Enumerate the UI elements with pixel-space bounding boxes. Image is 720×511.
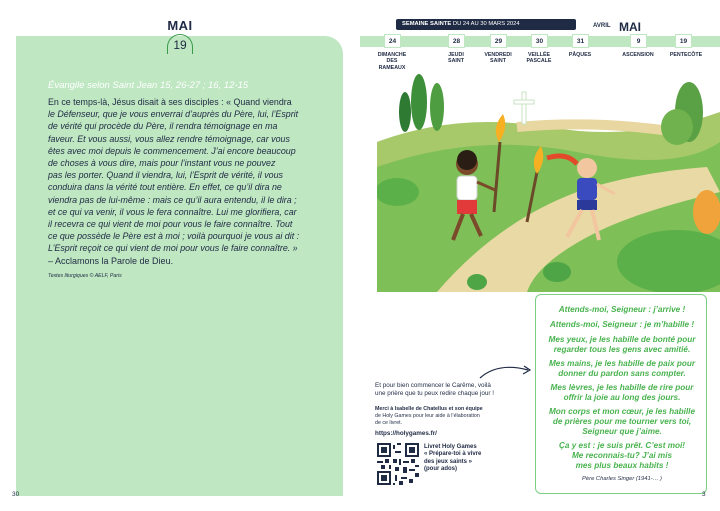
date-label-veillee: VEILLÉE PASCALE [526, 52, 552, 65]
prayer-line: offrir la joie au long des jours. [563, 393, 681, 402]
gospel-line: En ce temps-là, Jésus disait à ses disciples : « Quand viendra [48, 97, 292, 107]
prayer-line: Mes yeux, je les habille de bonté pour [548, 335, 696, 344]
date-box: 24 [384, 34, 401, 48]
gospel-text [48, 96, 320, 255]
prayer-box [535, 294, 707, 494]
month-name: MAI [167, 18, 193, 33]
mai-label: MAI [619, 20, 641, 34]
gospel-line: conduira dans la vérité tout entière. En effet, ce qu’il dira ne [48, 182, 282, 193]
gospel-line: de vérité qui procède du Père, il rendra témoignage en ma [48, 121, 278, 132]
gospel-line: faveur. Et vous aussi, vous allez rendre témoignage, car vous [48, 133, 290, 144]
date-label-ascension: ASCENSION [622, 52, 654, 58]
thanks-text: Merci à Isabelle de Chatellus et son équipe de Holy Games pour leur aide à l’élaboration de ce livret. [375, 406, 483, 426]
gospel-line: ce que possède le Père est à moi ; voilà pourquoi je vous ai dit : [48, 231, 300, 242]
banner-bold: SEMAINE SAINTE [402, 21, 452, 27]
careme-intro: Et pour bien commencer le Carême, voilà une prière que tu peux redire chaque jour ! [375, 382, 495, 397]
prayer-line: Attends-moi, Seigneur : je m’habille ! [549, 320, 695, 329]
prayer-line: de prières pour me tourner vers toi, [552, 417, 692, 426]
children-torch-illustration [377, 72, 720, 292]
gospel-reference: Évangile selon Saint Jean 15, 26-27 ; 16, 12-15 [48, 80, 249, 91]
prayer-line: regarder tous les gens avec amitié. [553, 345, 691, 354]
arrow-icon [478, 360, 534, 382]
gospel-line: viendra pas de lui-même : mais ce qu’il aura entendu, il le dira ; [48, 194, 297, 205]
gospel-line: de choses à vous dire, mais pour l’instant vous ne pouvez [48, 158, 276, 169]
date-box: 29 [490, 34, 507, 48]
gospel-line: L’Esprit reçoit ce qui vient de moi pour vous le faire connaître. » [48, 243, 298, 254]
right-page [360, 0, 720, 511]
holygames-link[interactable]: https://holygames.fr/ [375, 430, 437, 437]
date-label-vendredi: VENDREDI SAINT [484, 52, 512, 65]
prayer-line: Mes mains, je les habille de paix pour [548, 359, 696, 368]
date-box: 9 [630, 34, 647, 48]
prayer-line: Mon corps et mon cœur, je les habille [548, 407, 696, 416]
gospel-line: le Défenseur, que je vous enverrai d’auprès du Père, lui, l’Esprit [48, 109, 299, 120]
qr-code-icon[interactable] [377, 443, 419, 485]
prayer-line: Mes lèvres, je les habille de rire pour [550, 383, 694, 392]
prayer-line: Attends-moi, Seigneur : j’arrive ! [558, 305, 686, 314]
gospel-line: pas les porter. Quand il viendra, lui, l’Esprit de vérité, il vous [48, 170, 283, 181]
prayer-line: Ça y est : je suis prêt. C’est moi! [558, 441, 686, 450]
gospel-line: êtes avec moi depuis le commencement. J’ai encore beaucoup [48, 145, 296, 156]
page-number-left: 30 [12, 491, 20, 498]
date-box: 19 [675, 34, 692, 48]
prayer-line: Me reconnais-tu? J’ai mis [571, 451, 673, 460]
prayer-line: donner du pardon sans compter. [558, 369, 686, 378]
holy-week-banner [396, 19, 576, 30]
acclamation: – Acclamons la Parole de Dieu. [48, 256, 174, 266]
date-box: 28 [448, 34, 465, 48]
date-header [160, 18, 200, 54]
date-label-paques: PÂQUES [568, 52, 592, 58]
date-box: 31 [572, 34, 589, 48]
liturgical-credits: Textes liturgiques © AELF, Paris [48, 273, 122, 279]
date-label-rameaux: DIMANCHE DES RAMEAUX [377, 52, 407, 71]
date-label-pentecote: PENTECÔTE [669, 52, 703, 58]
livret-info: Livret Holy Games « Prépare-toi à vivre des jeux saints » (pour ados) [424, 444, 482, 473]
date-label-jeudi: JEUDI SAINT [448, 52, 464, 65]
avril-label: AVRIL [593, 23, 611, 29]
prayer-author: Père Charles Singer (1941-… ) [582, 476, 662, 482]
page-number-right: 3 [702, 491, 706, 498]
date-box: 30 [531, 34, 548, 48]
gospel-line: et ce qui va venir, il vous le fera connaître. Lui me glorifiera, car [48, 206, 297, 217]
prayer-line: Seigneur que j’aime. [582, 427, 662, 436]
gospel-line: il recevra ce qui vient de moi pour vous le faire connaître. Tout [48, 219, 293, 230]
banner-dates: DU 24 AU 30 MARS 2024 [451, 21, 520, 27]
prayer-line: mes plus beaux habits ! [575, 461, 669, 470]
day-number: 19 [167, 34, 193, 54]
